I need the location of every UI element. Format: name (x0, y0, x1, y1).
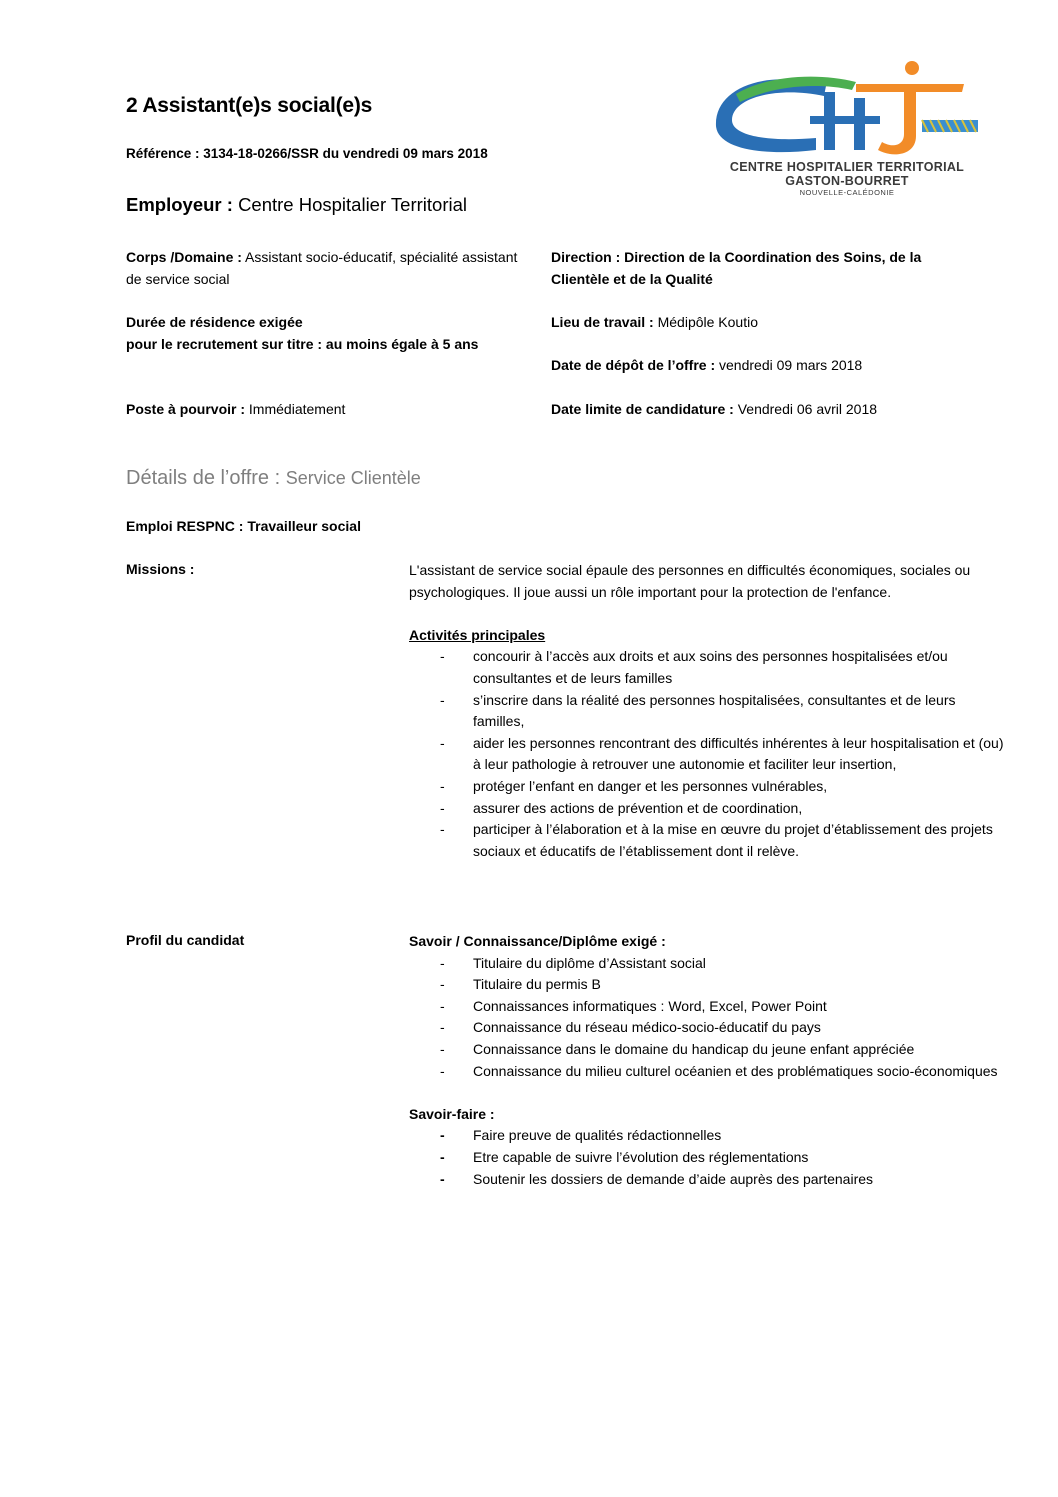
lieu-value: Médipôle Koutio (657, 314, 758, 330)
corps-value: Assistant socio-éducatif, spécialité assistant de service social (126, 249, 518, 287)
details-label: Détails de l’offre : (126, 467, 281, 489)
employer-value: Centre Hospitalier Territorial (238, 194, 467, 215)
date-limite (551, 399, 981, 421)
reference: Référence : 3134-18-0266/SSR du vendredi 09 mars 2018 (126, 146, 488, 161)
duree-line-1: Durée de résidence exigée (126, 314, 303, 330)
list-item: - aider les personnes rencontrant des difficultés inhérentes à leur hospitalisation et (ou) à leur pathologie à retrouver une autonomie et faciliter leur insertion, (409, 733, 1009, 776)
page-title: 2 Assistant(e)s social(e)s (126, 94, 373, 117)
lieu-travail (551, 312, 981, 334)
list-item: - Connaissance du milieu culturel océanien et des problématiques socio-économiques (409, 1061, 1009, 1083)
logo-line-2: GASTON-BOURRET (785, 174, 909, 188)
activities-list (409, 646, 1009, 862)
details-service: Service Clientèle (285, 468, 421, 488)
depot-value: vendredi 09 mars 2018 (719, 357, 863, 373)
date-depot (551, 355, 981, 377)
direction (551, 247, 981, 290)
savoir-title: Savoir / Connaissance/Diplôme exigé : (409, 933, 666, 949)
list-item: - Etre capable de suivre l’évolution des réglementations (409, 1147, 1009, 1169)
list-item: - participer à l’élaboration et à la mise en œuvre du projet d’établissement des projets sociaux et éducatifs de l’établissement dont il relève. (409, 819, 1009, 862)
duree-residence (126, 312, 526, 355)
details-heading (126, 467, 421, 490)
poste-pourvoir (126, 399, 526, 421)
profil-label: Profil du candidat (126, 932, 245, 948)
lieu-label: Lieu de travail : (551, 314, 654, 330)
list-item: - protéger l’enfant en danger et les personnes vulnérables, (409, 776, 1009, 798)
profil-content (409, 931, 1009, 1190)
activities-title: Activités principales (409, 626, 546, 643)
missions-label: Missions : (126, 561, 195, 577)
emploi-respnc: Emploi RESPNC : Travailleur social (126, 518, 361, 534)
limite-label: Date limite de candidature : (551, 401, 734, 417)
employer-label: Employeur : (126, 194, 233, 215)
list-item: - assurer des actions de prévention et de coordination, (409, 798, 1009, 820)
direction-label: Direction : (551, 249, 621, 265)
corps-label: Corps /Domaine : (126, 249, 242, 265)
list-item: - Soutenir les dossiers de demande d’aide auprès des partenaires (409, 1169, 1009, 1191)
savoir-faire-list (409, 1125, 1009, 1190)
poste-value: Immédiatement (248, 401, 346, 417)
savoir-faire-title: Savoir-faire : (409, 1105, 495, 1122)
list-item: - Connaissance du réseau médico-socio-éducatif du pays (409, 1017, 1009, 1039)
savoir-list (409, 953, 1009, 1083)
logo-line-3: NOUVELLE-CALÉDONIE (799, 188, 895, 197)
list-item: - Faire preuve de qualités rédactionnelles (409, 1125, 1009, 1147)
list-item: - concourir à l’accès aux droits et aux soins des personnes hospitalisées et/ou consultantes et de leurs familles (409, 646, 1009, 689)
limite-value: Vendredi 06 avril 2018 (737, 401, 878, 417)
list-item: - Connaissances informatiques : Word, Excel, Power Point (409, 996, 1009, 1018)
list-item: - Titulaire du diplôme d’Assistant social (409, 953, 1009, 975)
direction-value: Direction de la Coordination des Soins, de la Clientèle et de la Qualité (551, 249, 922, 287)
employer (126, 194, 467, 216)
list-item: - Titulaire du permis B (409, 974, 1009, 996)
list-item: - Connaissance dans le domaine du handicap du jeune enfant appréciée (409, 1039, 1009, 1061)
depot-label: Date de dépôt de l’offre : (551, 357, 716, 373)
poste-label: Poste à pourvoir : (126, 401, 246, 417)
missions-intro: L'assistant de service social épaule des personnes en difficultés économiques, sociales ou psychologiques. Il joue aussi un rôle important pour la protection de l'enfance. (409, 562, 971, 600)
list-item: - s’inscrire dans la réalité des personnes hospitalisées, consultantes et de leurs familles, (409, 690, 1009, 733)
logo-line-1: CENTRE HOSPITALIER TERRITORIAL (729, 160, 965, 174)
missions-content (409, 560, 1009, 862)
duree-line-2: pour le recrutement sur titre : au moins égale à 5 ans (126, 335, 479, 352)
corps-domaine (126, 247, 526, 290)
